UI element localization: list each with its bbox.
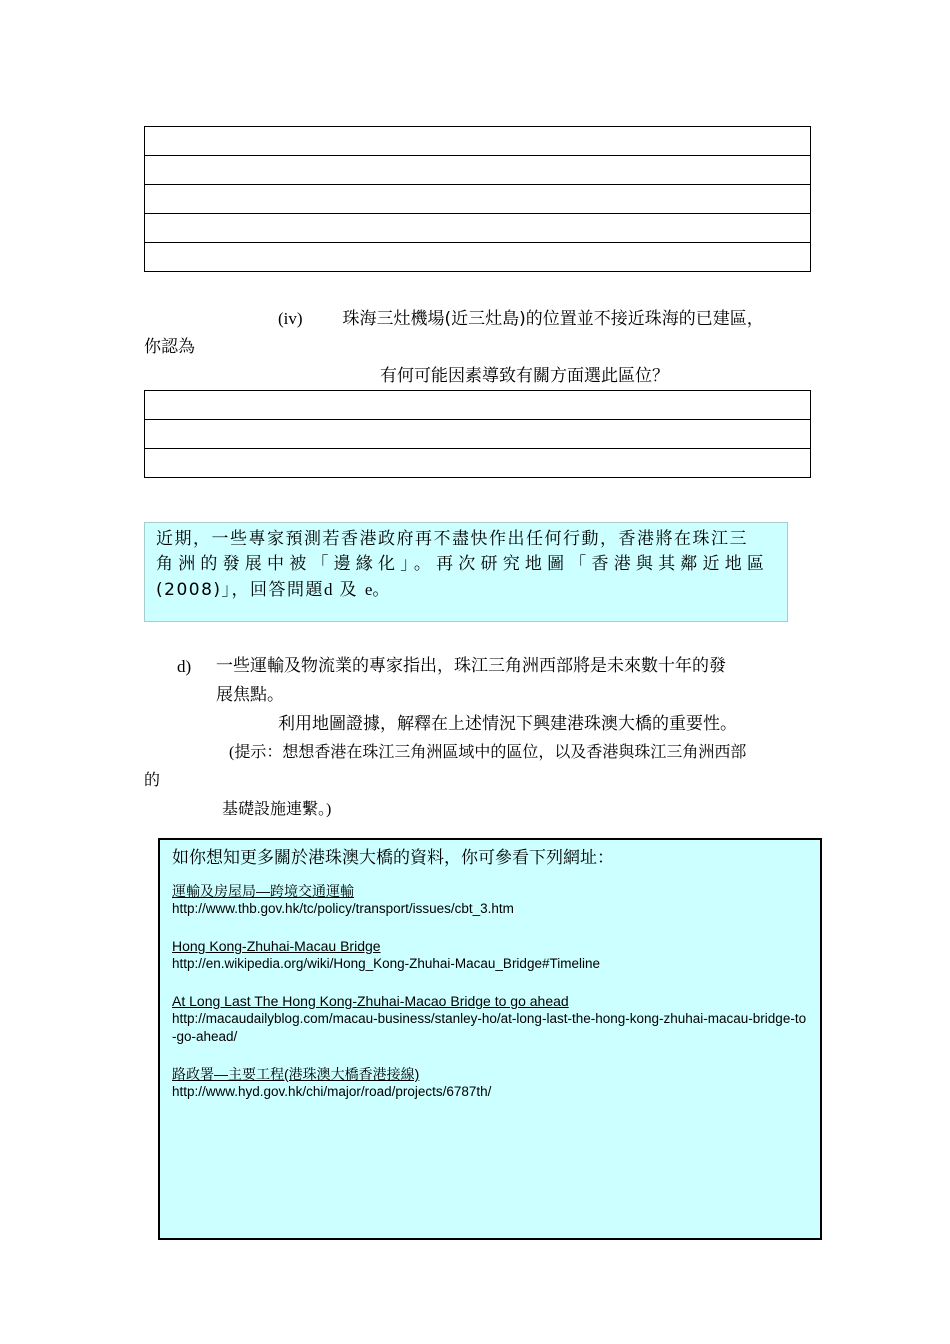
- info-line-3: [156, 577, 777, 603]
- answer-line[interactable]: [145, 449, 811, 478]
- website-title-link[interactable]: At Long Last The Hong Kong-Zhuhai-Macao Bridge to go ahead: [172, 993, 569, 1009]
- hint-line2: 的: [144, 770, 161, 789]
- question-iv-line3: 有何可能因素導致有關方面選此區位？: [380, 366, 669, 386]
- website-item: [172, 937, 808, 973]
- website-item: [172, 882, 808, 918]
- info-question-d: d: [324, 580, 333, 599]
- question-iv-line1: 珠海三灶機場(近三灶島)的位置並不接近珠海的已建區，: [342, 309, 764, 329]
- info-line-3-start: (2008)」，回答問題: [156, 580, 325, 600]
- answer-lines-iv: [144, 390, 811, 478]
- website-url[interactable]: http://macaudailyblog.com/macau-business/stanley-ho/at-long-last-the-hong-kong-zhuhai-macau-bridge-to-go-ahead/: [172, 1011, 807, 1044]
- website-item: [172, 1065, 808, 1101]
- question-d-hint-end: [222, 799, 331, 820]
- answer-line[interactable]: [145, 185, 811, 214]
- info-line-1: 近期，一些專家預測若香港政府再不盡快作出任何行動，香港將在珠江三: [156, 529, 748, 549]
- answer-line[interactable]: [145, 127, 811, 156]
- website-title-link[interactable]: Hong Kong-Zhuhai-Macau Bridge: [172, 938, 381, 954]
- question-d-label: d): [177, 657, 192, 676]
- hint-line3: 基礎設施連繫。: [222, 799, 327, 818]
- website-title-link[interactable]: 運輸及房屋局—跨境交通運輸: [172, 883, 354, 899]
- websites-heading: 如你想知更多關於港珠澳大橋的資料，你可參看下列網址：: [172, 848, 614, 868]
- website-url[interactable]: http://en.wikipedia.org/wiki/Hong_Kong-Zhuhai-Macau_Bridge#Timeline: [172, 956, 600, 971]
- answer-line[interactable]: [145, 156, 811, 185]
- answer-line[interactable]: [145, 243, 811, 272]
- website-url[interactable]: http://www.hyd.gov.hk/chi/major/road/projects/6787th/: [172, 1084, 492, 1099]
- hint-close-paren: ): [326, 801, 332, 818]
- info-question-e: e。: [364, 580, 390, 599]
- question-iv: [278, 309, 764, 329]
- question-d-hint: [229, 742, 746, 763]
- question-iv-line2: 你認為: [144, 337, 195, 357]
- hint-line1: 提示：想想香港在珠江三角洲區域中的區位，以及香港與珠江三角洲西部: [234, 742, 747, 761]
- website-item: [172, 992, 808, 1046]
- question-d-line3: 利用地圖證據，解釋在上述情況下興建港珠澳大橋的重要性。: [278, 714, 737, 734]
- websites-box: [158, 838, 822, 1240]
- answer-line[interactable]: [145, 420, 811, 449]
- info-line-2: 角洲的發展中被「邊緣化」。再次研究地圖「香港與其鄰近地區: [156, 554, 770, 574]
- info-and: 及: [339, 580, 358, 600]
- question-iv-label: (iv): [278, 309, 303, 328]
- website-title-link[interactable]: 路政署—主要工程(港珠澳大橋香港接線): [172, 1066, 420, 1082]
- instruction-box: [144, 522, 788, 622]
- answer-line[interactable]: [145, 391, 811, 420]
- question-d-line2: 展焦點。: [216, 685, 284, 705]
- answer-lines-previous: [144, 126, 811, 272]
- answer-line[interactable]: [145, 214, 811, 243]
- website-url[interactable]: http://www.thb.gov.hk/tc/policy/transport/issues/cbt_3.htm: [172, 901, 514, 916]
- question-d-line1: 一些運輸及物流業的專家指出，珠江三角洲西部將是未來數十年的發: [216, 656, 726, 676]
- hint-open-paren: (: [229, 744, 235, 761]
